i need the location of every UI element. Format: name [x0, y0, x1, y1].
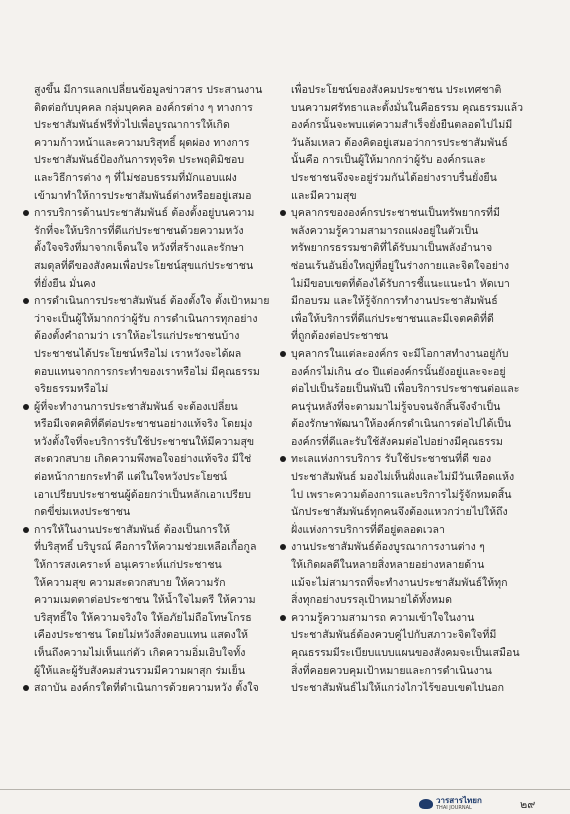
text-line: ต่อไปเป็นร้อยเป็นพันปี เพื่อบริการประชาชนต่อและ [291, 383, 520, 396]
text-line: การให้ในงานประชาสัมพันธ์ ต้องเป็นการให้ [34, 523, 230, 536]
text-line: คุณธรรมมีระเบียบแบบแผนของสังคมจะเป็นเสมือน [291, 647, 520, 659]
bullet-icon [23, 298, 29, 304]
bullet-icon [23, 210, 29, 216]
right-column [291, 82, 527, 698]
bullet-icon [23, 685, 29, 691]
text-line: สะดวกสบาย เกิดความพึงพอใจอย่างแท้จริง มีใช่ [34, 453, 252, 466]
text-line: เพื่อประโยชน์ของสังคมประชาชน ประเทศชาติ [291, 84, 502, 96]
text-line: ตั้งใจจริงที่มาจากเจ็ดนใจ หวังที่สร้างและรักษา [34, 242, 245, 255]
text-line: ผู้ที่จะทำงานการประชาสัมพันธ์ จะต้องเปลี่ยน [34, 400, 238, 413]
text-line: เห็นถึงความไม่เห็นแก่ตัว เกิดความอิ่มเอิบใจทั้ง [34, 647, 246, 659]
text-line: สมดุลที่ดีของสังคมเพื่อประโยชน์สุขแก่ประชาชน [34, 259, 254, 272]
text-line: มีกอบรม และให้รู้จักการทำงานประชาสัมพันธ์ [291, 295, 498, 308]
text-line: สูงขึ้น มีการแลกเปลี่ยนข้อมูลข่าวสาร ประสานงาน [34, 84, 263, 96]
text-line: กดขี่ข่มเหงประชาชน [34, 506, 131, 519]
text-line: ติดต่อกับบุคคล กลุ่มบุคคล องค์กรต่าง ๆ ทางการ [34, 101, 253, 114]
logo-subtext: THAI JOURNAL [436, 805, 472, 811]
text-line: ต้องรักษาพัฒนาให้องค์กรดำเนินการต่อไปได้เป็น [291, 418, 512, 431]
text-line: บุคลากรในแต่ละองค์กร จะมีโอกาสทำงานอยู่กับ [291, 347, 509, 360]
text-line: สิ่งทุกอย่างบรรลุเป้าหมายได้ทั้งหมด [291, 594, 452, 607]
text-line: นั้นคือ การเป็นผู้ให้มากกว่าผู้รับ องค์กรและ [291, 154, 486, 167]
text-line: งานประชาสัมพันธ์ต้องบูรณาการงานต่าง ๆ [291, 541, 485, 554]
text-line: หวังตั้งใจที่จะบริการรับใช้ประชาชนให้มีความสุข [34, 435, 255, 448]
text-line: และมีความสุข [291, 189, 357, 202]
footer-divider [0, 789, 570, 790]
text-line: บุคลากรขององค์กรประชาชนเป็นทรัพยากรที่มี [291, 207, 501, 220]
text-line: ผู้ให้และผู้รับสังคมส่วนรวมมีความผาสุก ร่มเย็น [34, 664, 246, 677]
bullet-paragraph [34, 399, 270, 522]
text-line: ประชาชนจึงจะอยู่ร่วมกันได้อย่างราบรื่นยั่งยืน [291, 171, 497, 184]
bullet-icon [280, 351, 286, 357]
text-line: เพื่อให้บริการที่ดีแก่ประชาชนและมีเจตคติที่ดี [291, 312, 494, 325]
bullet-paragraph [291, 346, 527, 452]
text-line: คนรุ่นหลังที่จะตามมาไม่รู้จบจนจักสิ้นจึงจำเป็น [291, 400, 501, 413]
text-line: บนความศรัทธาและตั้งมั่นในคือธรรม คุณธรรมแล้ว [291, 101, 524, 114]
publication-logo [419, 796, 482, 811]
text-line: ให้ความสุข ความสะดวกสบาย ให้ความรัก [34, 576, 226, 589]
text-line: ต่อหน้ากายกระทำดี แต่ในใจหวังประโยชน์ [34, 471, 227, 484]
text-line: ประชาสัมพันธ์ต้องควบคู่ไปกับสภาวะจิตใจที่มี [291, 629, 497, 642]
text-line: ที่ยั่งยืน มั่นคง [34, 277, 96, 290]
text-line: องค์กรนั้นจะพบแต่ความสำเร็จยั่งยืนตลอดไปไม่มี [291, 119, 513, 132]
text-line: ประชาสัมพันธ์ไม่ให้แกว่งไกวไร้ขอบเขตไปนอก [291, 682, 505, 695]
text-line: รักที่จะให้บริการที่ดีแก่ประชาชนด้วยความหวัง [34, 224, 244, 237]
text-line: พลังความรู้ความสามารถแฝงอยู่ในตัวเป็น [291, 224, 479, 237]
page-number: ๒๙ [520, 798, 536, 811]
text-line: ประชาสัมพันธ์ฟรีทั่วไปเพื่อบูรณาการให้เกิด [34, 119, 230, 132]
bullet-paragraph [291, 205, 527, 346]
text-line: แม้จะไม่สามารถที่จะทำงานประชาสัมพันธ์ให้ทุก [291, 576, 508, 589]
text-line: การบริการด้านประชาสัมพันธ์ ต้องตั้งอยู่บนความ [34, 207, 255, 220]
text-line: สิ่งที่คอยควบคุมเป้าหมายและการดำเนินงาน [291, 664, 492, 677]
text-line: ประชาสัมพันธ์ มองไม่เห็นฝั่งและไม่มีวันเหือดแห้ง [291, 471, 515, 484]
text-line: เข้ามาทำให้การประชาสัมพันธ์ต่างหรือยอยู่เสมอ [34, 189, 252, 202]
text-line: ความก้าวหน้าและความบริสุทธิ์ ผุดผ่อง ทางการ [34, 136, 250, 149]
bullet-paragraph [34, 680, 270, 698]
text-line: ซ่อนเร้นอันยิ่งใหญ่ที่อยู่ในร่างกายและจิตใจอย่าง [291, 259, 510, 272]
text-line: นักประชาสัมพันธ์ทุกคนจึงต้องแหวกว่ายไปให้ถึง [291, 506, 508, 519]
text-line: วันล้มเหลว ต้องคิดอยู่เสมอว่าการประชาสัมพันธ์ [291, 136, 508, 149]
bullet-icon [280, 210, 286, 216]
text-line: ต้องตั้งคำถามว่า เราให้อะไรแก่ประชาชนบ้าง [34, 330, 240, 343]
bullet-paragraph [291, 451, 527, 539]
bullet-paragraph [34, 522, 270, 680]
text-line: ความรู้ความสามารถ ความเข้าใจในงาน [291, 611, 475, 624]
text-line: บริสุทธิ์ใจ ให้ความจริงใจ ให้อภัยไม่ถือโทษโกรธ [34, 611, 252, 624]
bullet-icon [280, 544, 286, 550]
text-line: ประชาชนได้ประโยชน์หรือไม่ เราหวังจะได้ผล [34, 347, 242, 360]
paragraph [291, 82, 527, 205]
text-line: ที่บริสุทธิ์ บริบูรณ์ คือการให้ความช่วยเหลือเกื้อกูล [34, 541, 257, 554]
text-line: เอาเปรียบประชาชนผู้ด้อยกว่าเป็นหลักเอาเปรียบ [34, 488, 251, 501]
text-line: ทะเลแห่งการบริการ รับใช้ประชาชนที่ดี ของ [291, 453, 492, 466]
bullet-paragraph [34, 293, 270, 399]
text-line: ความเมตตาต่อประชาชน ให้น้ำใจไมตรี ให้ความ [34, 594, 256, 607]
bullet-paragraph [291, 539, 527, 609]
text-line: หรือมีเจตคติที่ดีต่อประชาชนอย่างแท้จริง โดยมุ่ง [34, 418, 253, 431]
text-line: ตอบแทนจากการกระทำของเราหรือไม่ มีคุณธรรม [34, 365, 260, 378]
bullet-icon [23, 527, 29, 533]
text-line: จริยธรรมหรือไม่ [34, 383, 109, 396]
text-line: ประชาสัมพันธ์ป้องกันการทุจริต ประพฤติมิชอบ [34, 154, 245, 167]
text-line: ให้เกิดผลดีในหลายสิ่งหลายอย่างหลายด้าน [291, 559, 485, 572]
paragraph [34, 82, 270, 205]
bullet-paragraph [34, 205, 270, 293]
text-line: ที่ถูกต้องต่อประชาชน [291, 330, 389, 343]
bullet-paragraph [291, 610, 527, 698]
text-line: ว่าจะเป็นผู้ให้มากกว่าผู้รับ การดำเนินการทุกอย่าง [34, 312, 258, 325]
page-footer [0, 784, 570, 814]
left-column [34, 82, 270, 698]
text-line: ไม่มีขอบเขตที่ต้องได้รับการชี้แนะแนะนำ หัดเบา [291, 277, 510, 290]
text-line: องค์กรที่ดีและรับใช้สังคมต่อไปอย่างมีคุณธรรม [291, 435, 503, 448]
text-line: เคืองประชาชน โดยไม่หวังสิ่งตอบแทน แสดงให้ [34, 629, 249, 642]
text-line: ฝั่งแห่งการบริการที่ดีอยู่ตลอดเวลา [291, 523, 445, 536]
bullet-icon [280, 456, 286, 462]
text-line: และวิธีการต่าง ๆ ที่ไม่ชอบธรรมที่มักแอบแฝง [34, 171, 237, 184]
text-line: ให้การสงเคราะห์ อนุเคราะห์แก่ประชาชน [34, 559, 222, 572]
logo-mark-icon [419, 799, 433, 809]
text-line: ทรัพยากรธรรมชาติที่ได้รับมาเป็นพลังอำนาจ [291, 242, 493, 255]
text-line: การดำเนินการประชาสัมพันธ์ ต้องตั้งใจ ตั้งเป้าหมาย [34, 295, 270, 308]
text-line: องค์กรไม่เกิน ๔๐ ปีแต่องค์กรนั้นยังอยู่และจะอยู่ [291, 365, 506, 378]
bullet-icon [23, 404, 29, 410]
logo-text: วารสารไทยก [436, 796, 482, 805]
text-line: สถาบัน องค์กรใดที่ดำเนินการด้วยความหวัง ตั้งใจ [34, 682, 259, 695]
bullet-icon [280, 615, 286, 621]
text-line: ไป เพราะความต้องการและบริการไม่รู้จักหมดสิ้น [291, 488, 512, 501]
